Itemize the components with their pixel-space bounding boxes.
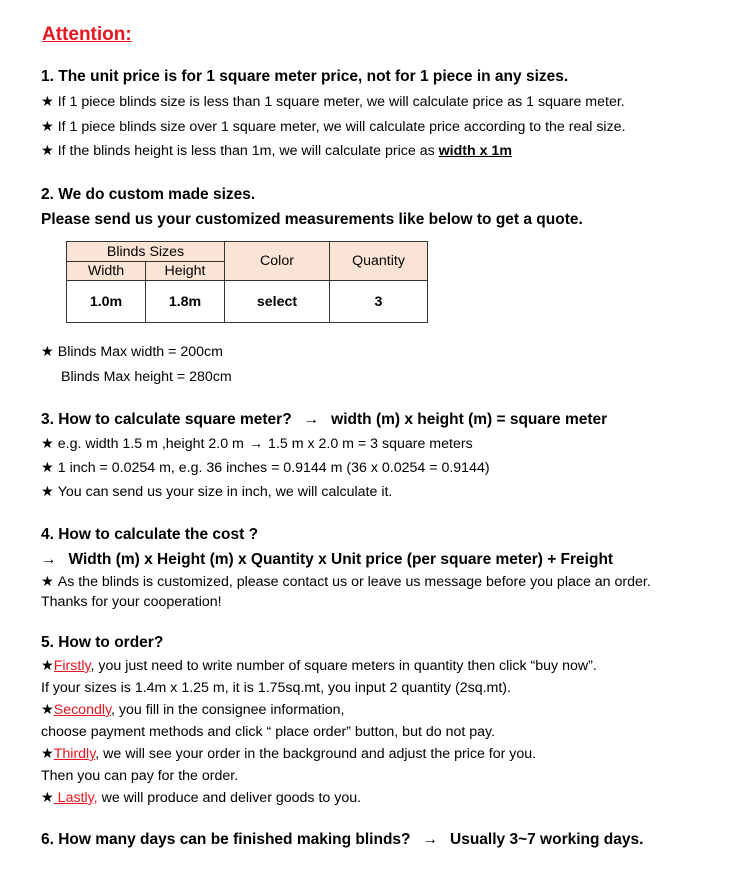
height-value: 1.8m — [146, 281, 225, 323]
section-4-bullet-1: ★ As the blinds is customized, please contact us or leave us message before you place an order. — [41, 574, 651, 590]
star-icon: ★ — [41, 702, 54, 718]
section-2-heading: 2. We do custom made sizes. — [41, 186, 256, 203]
attention-title: Attention: — [42, 24, 132, 45]
max-width-note: ★ Blinds Max width = 200cm — [41, 344, 223, 360]
max-height-note: Blinds Max height = 280cm — [61, 369, 232, 385]
quantity-value: 3 — [330, 281, 428, 323]
star-icon: ★ — [41, 119, 54, 135]
thirdly-label: Thirdly — [53, 746, 96, 762]
measurement-table — [66, 241, 428, 323]
step-secondly-note: choose payment methods and click “ place order” button, but do not pay. — [41, 724, 495, 740]
section-3-heading: 3. How to calculate square meter? → width (m) x height (m) = square meter — [41, 411, 608, 428]
section-6-heading: 6. How many days can be finished making blinds? → Usually 3~7 working days. — [41, 831, 644, 848]
section-5-heading: 5. How to order? — [41, 634, 164, 651]
color-header: Color — [225, 242, 330, 281]
section-1-bullet-3: ★ If the blinds height is less than 1m, we will calculate price as width x 1m — [41, 143, 512, 159]
step-firstly-note: If your sizes is 1.4m x 1.25 m, it is 1.75sq.mt, you input 2 quantity (2sq.mt). — [41, 680, 511, 696]
star-icon: ★ — [41, 574, 54, 590]
height-header: Height — [146, 262, 225, 281]
star-icon: ★ — [41, 484, 54, 500]
star-icon: ★ — [41, 94, 54, 110]
star-icon: ★ — [41, 436, 54, 452]
section-1-bullet-2: ★ If 1 piece blinds size over 1 square meter, we will calculate price according to the real size. — [41, 119, 626, 135]
thanks-note: Thanks for your cooperation! — [41, 594, 222, 610]
star-icon: ★ — [41, 746, 54, 762]
step-secondly: ★Secondly, you fill in the consignee information, — [41, 702, 345, 718]
blinds-sizes-header: Blinds Sizes — [67, 242, 225, 262]
width-x-1m: width x 1m — [438, 143, 512, 159]
color-value: select — [225, 281, 330, 323]
star-icon: ★ — [41, 143, 54, 159]
star-icon: ★ — [41, 344, 54, 360]
section-3-bullet-3: ★ You can send us your size in inch, we will calculate it. — [41, 484, 393, 500]
section-3-bullet-1: ★ e.g. width 1.5 m ,height 2.0 m → 1.5 m x 2.0 m = 3 square meters — [41, 436, 473, 452]
section-3-bullet-2: ★ 1 inch = 0.0254 m, e.g. 36 inches = 0.9144 m (36 x 0.0254 = 0.9144) — [41, 460, 490, 476]
arrow-icon: → — [248, 436, 264, 452]
arrow-icon: → — [303, 411, 320, 428]
section-1-bullet-1: ★ If 1 piece blinds size is less than 1 square meter, we will calculate price as 1 square meter. — [41, 94, 625, 110]
section-1-heading: 1. The unit price is for 1 square meter price, not for 1 piece in any sizes. — [41, 68, 569, 85]
arrow-icon: → — [41, 551, 57, 568]
quantity-header: Quantity — [330, 242, 428, 281]
step-thirdly-note: Then you can pay for the order. — [41, 768, 239, 784]
section-2-subheading: Please send us your customized measurements like below to get a quote. — [41, 211, 583, 228]
firstly-label: Firstly — [53, 658, 91, 674]
step-firstly: ★Firstly, you just need to write number of square meters in quantity then click “buy now”. — [41, 658, 597, 674]
section-4-heading: 4. How to calculate the cost ? — [41, 526, 259, 543]
lastly-label: Lastly, — [53, 790, 98, 806]
step-lastly: ★ Lastly, we will produce and deliver goods to you. — [41, 790, 362, 806]
secondly-label: Secondly — [53, 702, 112, 718]
step-thirdly: ★Thirdly, we will see your order in the background and adjust the price for you. — [41, 746, 537, 762]
cost-formula: → Width (m) x Height (m) x Quantity x Unit price (per square meter) + Freight — [41, 551, 614, 568]
star-icon: ★ — [41, 658, 54, 674]
arrow-icon: → — [422, 831, 439, 848]
width-value: 1.0m — [67, 281, 146, 323]
width-header: Width — [67, 262, 146, 281]
star-icon: ★ — [41, 460, 54, 476]
star-icon: ★ — [41, 790, 54, 806]
